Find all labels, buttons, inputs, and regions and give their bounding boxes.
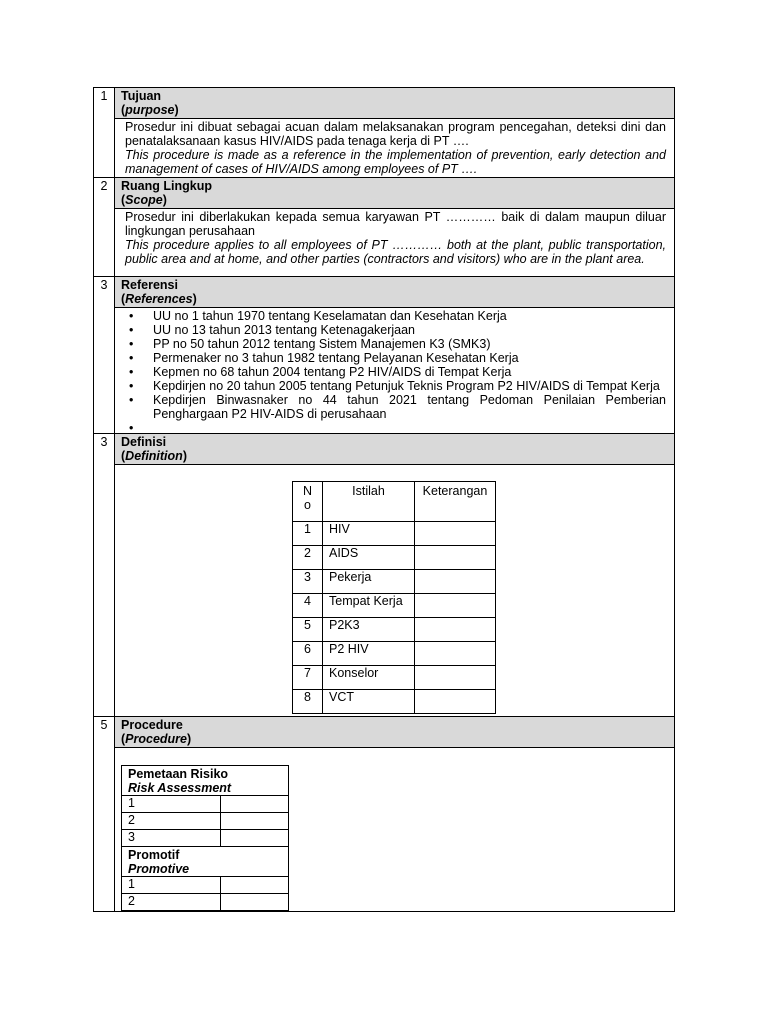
section-purpose-body	[94, 119, 675, 178]
definition-table	[292, 481, 496, 714]
table-row: 2	[122, 813, 289, 830]
section-number: 5	[94, 717, 115, 912]
reference-item: • Kepdirjen no 20 tahun 2005 tentang Petunjuk Teknis Program P2 HIV/AIDS di Tempat Kerja	[125, 379, 666, 393]
section-number: 3	[94, 277, 115, 434]
table-row: 1 HIV	[293, 522, 496, 546]
table-row: 1	[122, 877, 289, 894]
section-number: 3	[94, 434, 115, 717]
table-row: 2 AIDS	[293, 546, 496, 570]
body-text-id: Prosedur ini diberlakukan kepada semua karyawan PT ………… baik di dalam maupun diluar lingkungan perusahaan	[125, 210, 666, 238]
section-body	[115, 209, 675, 277]
table-row: 2	[122, 894, 289, 911]
table-row: 4 Tempat Kerja	[293, 594, 496, 618]
table-row: 8 VCT	[293, 690, 496, 714]
section-references-header	[94, 277, 675, 308]
procedure-table	[121, 765, 289, 911]
table-row: 3	[122, 830, 289, 847]
section-subtitle: Definition	[125, 449, 183, 463]
column-header-no: N o	[293, 482, 323, 522]
reference-item: • UU no 13 tahun 2013 tentang Ketenagakerjaan	[125, 323, 666, 337]
section-body	[115, 119, 675, 178]
reference-item: • PP no 50 tahun 2012 tentang Sistem Manajemen K3 (SMK3)	[125, 337, 666, 351]
section-procedure-body	[94, 748, 675, 912]
section-definition-header	[94, 434, 675, 465]
table-row: 5 P2K3	[293, 618, 496, 642]
group-subtitle: Risk Assessment	[128, 781, 232, 795]
reference-list	[125, 309, 666, 421]
section-subtitle: purpose	[125, 103, 175, 117]
column-header-description: Keterangan	[415, 482, 496, 522]
reference-item: • Kepmen no 68 tahun 2004 tentang P2 HIV/AIDS di Tempat Kerja	[125, 365, 666, 379]
section-purpose-header	[94, 88, 675, 119]
section-subtitle: References	[125, 292, 193, 306]
section-number: 1	[94, 88, 115, 178]
section-procedure-header	[94, 717, 675, 748]
table-row: 1	[122, 796, 289, 813]
reference-item: • Kepdirjen Binwasnaker no 44 tahun 2021 tentang Pedoman Penilaian Pemberian Penghargaan P2 HIV-AIDS di perusahaan	[125, 393, 666, 421]
group-header	[122, 766, 289, 796]
section-scope-header	[94, 178, 675, 209]
body-text-en: This procedure is made as a reference in the implementation of prevention, early detection and management of cases of HIV/AIDS among employees of PT ….	[125, 148, 666, 176]
section-title: Tujuan (purpose)	[115, 88, 675, 119]
procedure-form	[93, 87, 675, 912]
section-title: Ruang Lingkup (Scope)	[115, 178, 675, 209]
section-number: 2	[94, 178, 115, 277]
group-title: Promotif Promotive	[122, 847, 289, 877]
section-title: Referensi (References)	[115, 277, 675, 308]
table-row: 3 Pekerja	[293, 570, 496, 594]
reference-item: • Permenaker no 3 tahun 1982 tentang Pelayanan Kesehatan Kerja	[125, 351, 666, 365]
section-subtitle: Procedure	[125, 732, 188, 746]
group-header	[122, 847, 289, 877]
section-body	[115, 748, 675, 912]
definition-table-header	[293, 482, 496, 522]
section-body	[115, 308, 675, 434]
section-scope-body	[94, 209, 675, 277]
table-row: 6 P2 HIV	[293, 642, 496, 666]
reference-item: • UU no 1 tahun 1970 tentang Keselamatan dan Kesehatan Kerja	[125, 309, 666, 323]
section-references-body	[94, 308, 675, 434]
body-text-id: Prosedur ini dibuat sebagai acuan dalam melaksanakan program pencegahan, deteksi dini dan penatalaksanaan kasus HIV/AIDS pada tenaga kerja di PT ….	[125, 120, 666, 148]
section-body	[115, 465, 675, 717]
section-title: Procedure (Procedure)	[115, 717, 675, 748]
group-subtitle: Promotive	[128, 862, 190, 876]
body-text-en: This procedure applies to all employees of PT ………… both at the plant, public transportation, public area and at home, and other parties (contractors and visitors) who are in the plant area.	[125, 238, 666, 266]
group-title: Pemetaan Risiko Risk Assessment	[122, 766, 289, 796]
section-definition-body	[94, 465, 675, 717]
section-title: Definisi (Definition)	[115, 434, 675, 465]
column-header-term: Istilah	[323, 482, 415, 522]
table-row: 7 Konselor	[293, 666, 496, 690]
section-subtitle: Scope	[125, 193, 163, 207]
